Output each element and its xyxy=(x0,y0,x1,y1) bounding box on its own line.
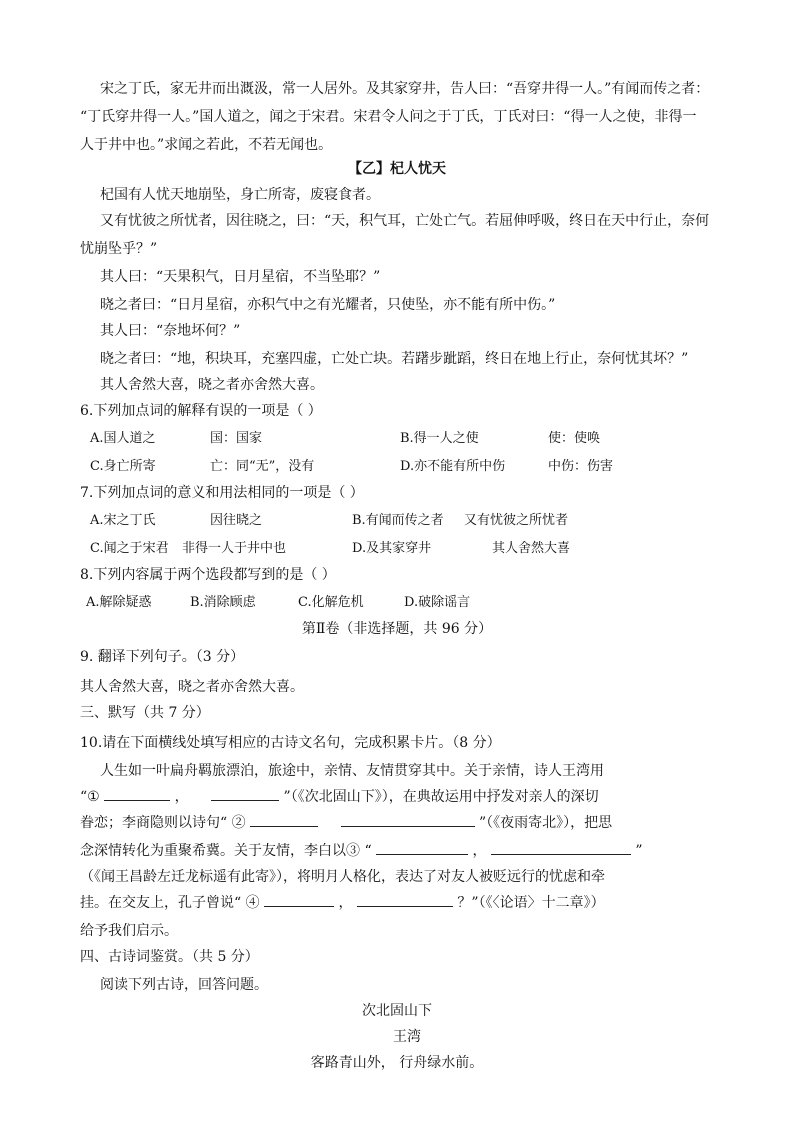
q8-option-c: C.化解危机 xyxy=(298,595,364,610)
part-4-intro: 阅读下列古诗，回答问题。 xyxy=(100,977,268,993)
q7-option-a: A.宋之丁氏 xyxy=(90,513,156,528)
q10-line-2-rest: ”（《次北固山下》），在典故运用中抒发对亲人的深切 xyxy=(283,789,599,805)
q7-option-b-second: 又有忧彼之所忧者 xyxy=(464,513,569,528)
q7-option-c-second: 非得一人于井中也 xyxy=(182,541,287,556)
q6-option-a: A.国人道之 xyxy=(90,431,156,446)
q9-sentence: 其人舍然大喜，晓之者亦舍然大喜。 xyxy=(80,679,304,695)
passage-yi-line-8: 其人舍然大喜，晓之者亦舍然大喜。 xyxy=(100,377,324,393)
q10-blank-4-label: 挂。在交友上，孔子曾说“ ④ xyxy=(80,895,260,911)
passage-yi-line-2: 又有忧彼之所忧者，因往晓之，曰：“天，积气耳，亡处亡气。若屈伸呼吸，终日在天中行止，奈何 xyxy=(100,213,710,229)
q10-line-3 xyxy=(80,812,612,834)
q6-option-b-explanation: 使：使唤 xyxy=(548,431,601,446)
q7-option-b: B.有闻而传之者 xyxy=(352,513,444,528)
q10-line-6-rest: ？”（《〈论语〉十二章》） xyxy=(457,895,605,911)
passage-yi-line-3: 忧崩坠乎？” xyxy=(80,241,158,257)
q6-option-d-explanation: 中伤：伤害 xyxy=(548,459,614,474)
q10-blank-4a[interactable] xyxy=(264,892,334,907)
passage-yi-line-5: 晓之者曰：“日月星宿，亦积气中之有光耀者，只使坠，亦不能有所中伤。” xyxy=(100,297,556,313)
q6-option-c: C.身亡所寄 xyxy=(90,459,156,474)
q6-option-d: D.亦不能有所中伤 xyxy=(400,459,506,474)
q10-line-6 xyxy=(80,892,605,914)
passage-jia-line-1: 宋之丁氏，家无井而出溉汲，常一人居外。及其家穿井，告人曰：“吾穿井得一人。”有闻而传之者： xyxy=(100,81,710,97)
q10-blank-2a[interactable] xyxy=(250,812,318,827)
q10-comma-2: ， xyxy=(472,843,487,859)
q10-line-3-rest: ”（《夜雨寄北》），把思 xyxy=(478,815,613,831)
q10-line-1: 人生如一叶扁舟羁旅漂泊，旅途中，亲情、友情贯穿其中。关于亲情，诗人王湾用 xyxy=(100,763,604,779)
q10-blank-3b[interactable] xyxy=(491,840,631,855)
q9-stem: 9. 翻译下列句子。（3 分） xyxy=(80,649,245,665)
q10-comma: ， xyxy=(174,789,189,805)
q10-blank-1b[interactable] xyxy=(211,786,279,801)
part-4-heading: 四、古诗词鉴赏。（共 5 分） xyxy=(80,949,259,965)
q7-option-a-second: 因往晓之 xyxy=(210,513,263,528)
q10-blank-4b[interactable] xyxy=(357,892,453,907)
q10-line-4 xyxy=(80,840,643,862)
passage-yi-line-6: 其人曰：“奈地坏何？” xyxy=(100,323,241,339)
q6-option-b: B.得一人之使 xyxy=(400,431,479,446)
q6-option-c-explanation: 亡：同“无”，没有 xyxy=(210,459,315,474)
q6-option-a-explanation: 国：国家 xyxy=(210,431,263,446)
q7-stem: 7.下列加点词的意义和用法相同的一项是（ ） xyxy=(80,485,364,501)
q7-option-d: D.及其家穿井 xyxy=(352,541,432,556)
part-3-heading: 三、默写（共 7 分） xyxy=(80,705,210,721)
q10-blank-1a[interactable] xyxy=(104,786,170,801)
q8-option-d: D.破除谣言 xyxy=(404,595,471,610)
q6-stem: 6.下列加点词的解释有误的一项是（ ） xyxy=(80,403,322,419)
q8-option-b: B.消除顾虑 xyxy=(190,595,256,610)
q8-option-a: A.解除疑惑 xyxy=(86,595,152,610)
poem-author: 王湾 xyxy=(393,1029,421,1045)
q10-blank-1-label: “① xyxy=(80,789,100,805)
passage-yi-line-4: 其人曰：“天果积气，日月星宿，不当坠耶？” xyxy=(100,269,381,285)
q10-line-7: 给予我们启示。 xyxy=(80,923,178,939)
passage-jia-line-2: “丁氏穿井得一人。”国人道之，闻之于宋君。宋君令人问之于丁氏，丁氏对曰：“得一人之使，非得一 xyxy=(80,109,697,125)
q7-option-d-second: 其人舍然大喜 xyxy=(492,541,571,556)
poem-title: 次北固山下 xyxy=(362,1003,432,1019)
passage-yi-line-7: 晓之者曰：“地，积块耳，充塞四虚，亡处亡块。若躇步跐蹈，终日在地上行止，奈何忧其坏？” xyxy=(100,351,689,367)
q10-blank-2b[interactable] xyxy=(341,812,475,827)
q7-option-c: C.闻之于宋君 xyxy=(90,541,169,556)
poem-line-1: 客路青山外， 行舟绿水前。 xyxy=(310,1055,484,1071)
q8-stem: 8.下列内容属于两个选段都写到的是（ ） xyxy=(80,567,336,583)
q10-blank-2-label: 眷恋；李商隐则以诗句“ ② xyxy=(80,815,246,831)
passage-yi-line-1: 杞国有人忧天地崩坠，身亡所寄，废寝食者。 xyxy=(100,187,380,203)
q10-blank-3-label: 念深情转化为重聚希冀。关于友情，李白以③ “ xyxy=(80,843,372,859)
section-2-title: 第Ⅱ卷（非选择题，共 96 分） xyxy=(301,621,493,637)
passage-yi-title: 【乙】杞人忧天 xyxy=(348,161,446,177)
q10-line-4-rest: ” xyxy=(635,843,643,859)
q10-line-2 xyxy=(80,786,599,808)
q10-blank-3a[interactable] xyxy=(376,840,468,855)
q10-line-5: （《闻王昌龄左迁龙标遥有此寄》），将明月人格化，表达了对友人被贬远行的忧虑和牵 xyxy=(80,869,605,885)
q10-stem: 10.请在下面横线处填写相应的古诗文名句，完成积累卡片。（8 分） xyxy=(80,735,501,751)
q10-comma-3: ， xyxy=(338,895,353,911)
passage-jia-line-3: 人于井中也。”求闻之若此，不若无闻也。 xyxy=(80,137,333,153)
